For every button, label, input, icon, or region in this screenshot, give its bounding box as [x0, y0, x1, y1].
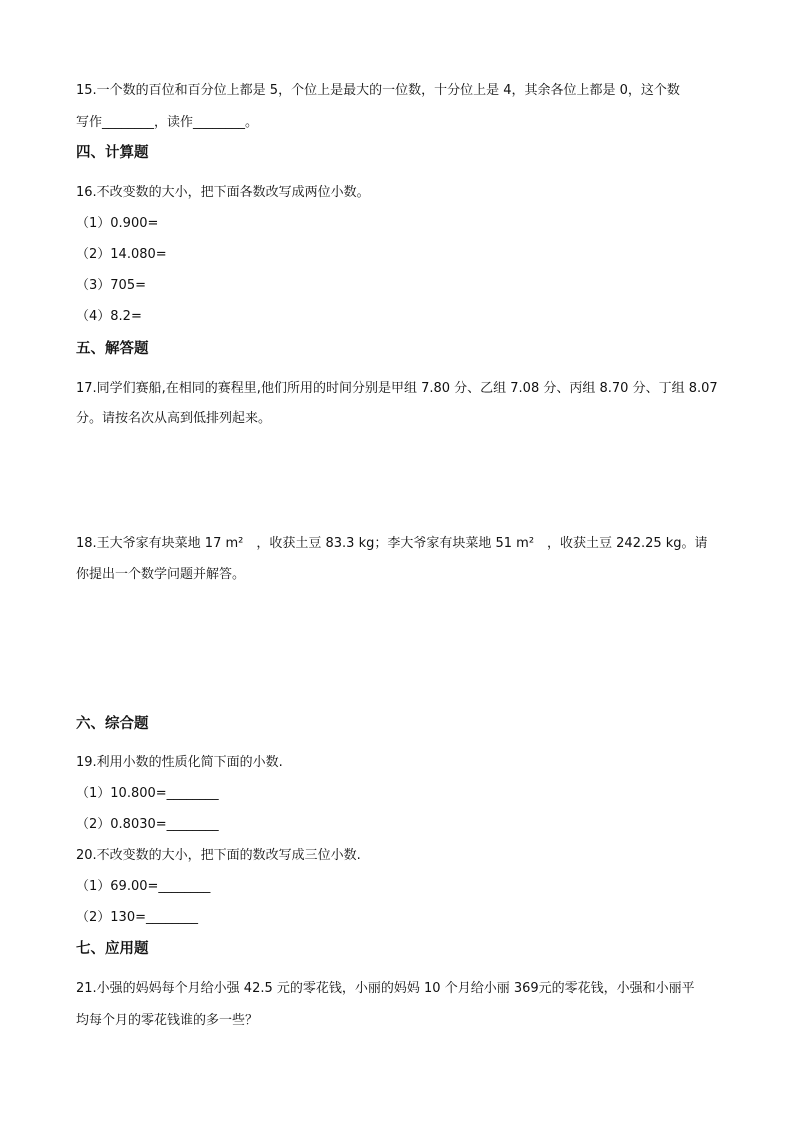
section-heading-answer: 五、解答题 [76, 341, 149, 357]
q15-line2: 写作________，读作________。 [76, 115, 259, 130]
q16-item-2: （2）14.080= [76, 247, 167, 262]
q18-line1: 18.王大爷家有块菜地 17 m² ，收获土豆 83.3 kg；李大爷家有块菜地 51 m² ，收获土豆 242.25 kg。请 [76, 536, 708, 551]
q18-line2: 你提出一个数学问题并解答。 [76, 567, 246, 582]
q19-prompt: 19.利用小数的性质化简下面的小数. [76, 755, 283, 770]
q16-item-3: （3）705= [76, 278, 146, 293]
q19-item-2: （2）0.8030=________ [76, 817, 219, 832]
q21-line1: 21.小强的妈妈每个月给小强 42.5 元的零花钱，小丽的妈妈 10 个月给小丽 369元的零花钱，小强和小丽平 [76, 981, 695, 996]
q20-prompt: 20.不改变数的大小，把下面的数改写成三位小数. [76, 848, 361, 863]
q19-item-1: （1）10.800=________ [76, 786, 219, 801]
q20-item-2: （2）130=________ [76, 910, 198, 925]
q16-item-4: （4）8.2= [76, 309, 142, 324]
q17-line1: 17.同学们赛船,在相同的赛程里,他们所用的时间分别是甲组 7.80 分、乙组 7.08 分、丙组 8.70 分、丁组 8.07 [76, 381, 718, 396]
section-heading-calculation: 四、计算题 [76, 145, 149, 161]
section-heading-comprehensive: 六、综合题 [76, 716, 149, 732]
q17-line2: 分。请按名次从高到低排列起来。 [76, 411, 272, 426]
q16-prompt: 16.不改变数的大小，把下面各数改写成两位小数。 [76, 185, 370, 200]
q16-item-1: （1）0.900= [76, 216, 159, 231]
q15-line1: 15.一个数的百位和百分位上都是 5，个位上是最大的一位数，十分位上是 4，其余各位上都是 0，这个数 [76, 83, 680, 98]
section-heading-application: 七、应用题 [76, 941, 149, 957]
q20-item-1: （1）69.00=________ [76, 879, 211, 894]
q21-line2: 均每个月的零花钱谁的多一些？ [76, 1013, 259, 1028]
